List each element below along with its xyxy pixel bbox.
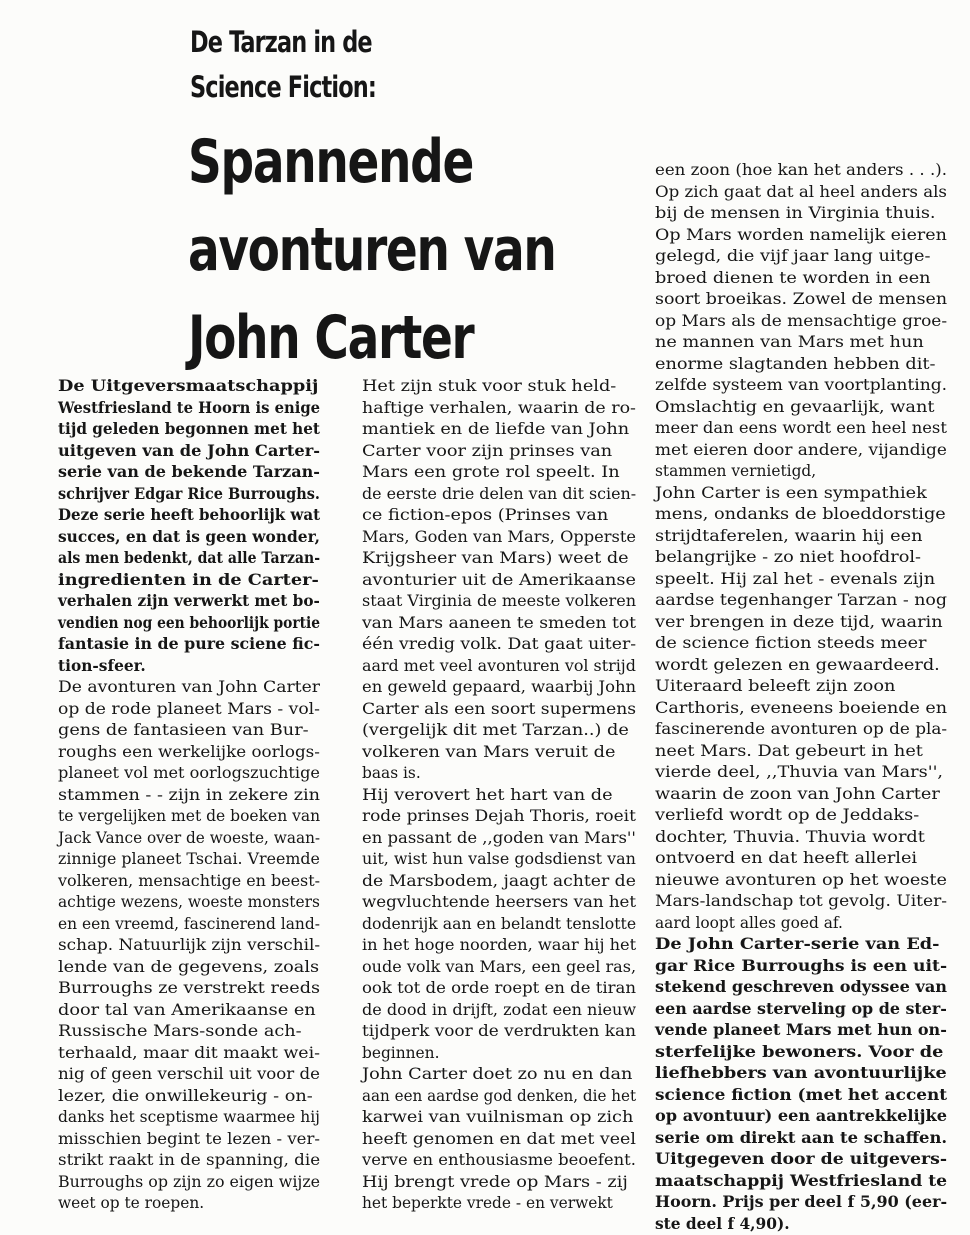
text-line <box>362 527 636 549</box>
text-line-content: gar Rice Burroughs is een uit- <box>655 956 947 978</box>
text-line <box>655 590 947 612</box>
text-line <box>58 441 320 463</box>
text-line-content: beginnen. <box>362 1043 439 1065</box>
text-line <box>58 505 320 527</box>
text-line <box>58 613 320 635</box>
text-line-content: mens, ondanks de bloeddorstige <box>655 504 946 526</box>
text-line <box>655 397 947 419</box>
text-line <box>655 504 947 526</box>
text-line <box>58 871 320 893</box>
text-line-content: stekend geschreven odyssee van <box>655 977 947 999</box>
text-line <box>655 182 947 204</box>
text-line-content: Hij verovert het hart van de <box>362 785 613 807</box>
text-line <box>362 935 636 957</box>
text-line <box>58 957 320 979</box>
text-line <box>655 461 947 483</box>
text-line-content: danks het sceptisme waarmee hij <box>58 1107 320 1129</box>
headline <box>188 118 555 382</box>
text-line <box>655 547 947 569</box>
text-line-content: Burroughs ze verstrekt reeds <box>58 978 320 1000</box>
text-line-content: rode prinses Dejah Thoris, roeit <box>362 806 636 828</box>
text-line <box>362 828 636 850</box>
text-line <box>655 203 947 225</box>
text-line-content: schrijver Edgar Rice Burroughs. <box>58 484 320 506</box>
text-line <box>655 784 947 806</box>
text-line <box>655 848 947 870</box>
text-line-content: het beperkte vrede - en verwekt <box>362 1193 613 1215</box>
text-line-content: verhalen zijn verwerkt met bo- <box>58 591 320 613</box>
text-line-content: Op zich gaat dat al heel anders als <box>655 182 947 204</box>
text-line <box>362 1021 636 1043</box>
text-line <box>655 870 947 892</box>
text-line <box>362 785 636 807</box>
text-line-content: bij de mensen in Virginia thuis. <box>655 203 936 225</box>
text-line-content: Westfriesland te Hoorn is enige <box>58 398 320 420</box>
text-line <box>362 1129 636 1151</box>
text-line-content: Deze serie heeft behoorlijk wat <box>58 505 320 527</box>
text-line-content: op Mars als de mensachtige groe- <box>655 311 947 333</box>
text-line-content: en passant de ,,goden van Mars'' <box>362 828 636 850</box>
text-line <box>362 806 636 828</box>
text-line <box>655 289 947 311</box>
article-column-1 <box>58 376 320 1215</box>
text-line-content: en een vreemd, fascinerend land- <box>58 914 320 936</box>
text-line <box>58 1064 320 1086</box>
text-line-content: Mars, Goden van Mars, Opperste <box>362 527 636 549</box>
text-line-content: serie van de bekende Tarzan- <box>58 462 320 484</box>
text-line <box>655 956 947 978</box>
text-line <box>58 527 320 549</box>
text-line-content: meer dan eens wordt een heel nest <box>655 418 947 440</box>
text-line <box>655 913 947 935</box>
text-line <box>58 1107 320 1129</box>
text-line-content: De avonturen van John Carter <box>58 677 320 699</box>
text-line-content: stammen vernietigd, <box>655 461 816 483</box>
text-line <box>58 763 320 785</box>
text-line-content: tijd geleden begonnen met het <box>58 419 320 441</box>
text-line-content: tijdperk voor de verdrukten kan <box>362 1021 636 1043</box>
text-line <box>655 1042 947 1064</box>
article-column-3 <box>655 160 947 1235</box>
text-line-content: stammen - - zijn in zekere zin <box>58 785 320 807</box>
text-line-content: van Mars aaneen te smeden tot <box>362 613 636 635</box>
text-line-content: dochter, Thuvia. Thuvia wordt <box>655 827 925 849</box>
text-line <box>58 1043 320 1065</box>
text-line <box>362 548 636 570</box>
text-line <box>58 462 320 484</box>
text-line <box>58 548 320 570</box>
text-line <box>362 1193 636 1215</box>
text-line-content: tion-sfeer. <box>58 656 146 678</box>
text-line <box>655 332 947 354</box>
text-line-content: Omslachtig en gevaarlijk, want <box>655 397 935 419</box>
text-line <box>655 1085 947 1107</box>
text-line-content: een aardse sterveling op de ster- <box>655 999 947 1021</box>
text-line-content: neet Mars. Dat gebeurt in het <box>655 741 923 763</box>
text-line-content: broed dienen te worden in een <box>655 268 931 290</box>
text-line-content: Carter voor zijn prinses van <box>362 441 612 463</box>
text-line-content: zelfde systeem van voortplanting. <box>655 375 947 397</box>
text-line <box>58 935 320 957</box>
text-line-content: speelt. Hij zal het - evenals zijn <box>655 569 935 591</box>
text-line <box>58 978 320 1000</box>
text-line <box>58 570 320 592</box>
text-line <box>655 1149 947 1171</box>
text-line <box>655 569 947 591</box>
text-line-content: maatschappij Westfriesland te <box>655 1171 947 1193</box>
text-line-content: vierde deel, ,,Thuvia van Mars'', <box>655 762 943 784</box>
text-line-content: Krijgsheer van Mars) weet de <box>362 548 629 570</box>
text-line-content: schap. Natuurlijk zijn verschil- <box>58 935 320 957</box>
text-line <box>58 656 320 678</box>
text-line <box>655 934 947 956</box>
text-line-content: Mars een grote rol speelt. In <box>362 462 620 484</box>
text-line-content: aan een aardse god denken, die het <box>362 1086 636 1108</box>
text-line-content: ook tot de orde roept en de tiran <box>362 978 636 1000</box>
text-line <box>58 1021 320 1043</box>
text-line <box>362 892 636 914</box>
text-line-content: (vergelijk dit met Tarzan..) de <box>362 720 629 742</box>
text-line <box>58 1193 320 1215</box>
text-line-content: Hij brengt vrede op Mars - zij <box>362 1172 628 1194</box>
text-line <box>655 741 947 763</box>
text-line <box>655 655 947 677</box>
text-line <box>362 613 636 635</box>
text-line <box>58 1086 320 1108</box>
text-line-content: volkeren, mensachtige en beest- <box>58 871 320 893</box>
text-line <box>58 591 320 613</box>
text-line-content: gelegd, die vijf jaar lang uitge- <box>655 246 930 268</box>
text-line <box>362 1000 636 1022</box>
text-line <box>655 805 947 827</box>
text-line-content: wordt gelezen en gewaardeerd. <box>655 655 940 677</box>
text-line-content: gens de fantasieen van Bur- <box>58 720 309 742</box>
text-line-content: avonturier uit de Amerikaanse <box>362 570 636 592</box>
text-line-content: uit, wist hun valse godsdienst van <box>362 849 636 871</box>
text-line-content: te vergelijken met de boeken van <box>58 806 320 828</box>
text-line-content: roughs een werkelijke oorlogs- <box>58 742 320 764</box>
text-line-content: dodenrijk aan en belandt tenslotte <box>362 914 636 936</box>
text-line-content: ingredienten in de Carter- <box>58 570 319 592</box>
text-line <box>362 484 636 506</box>
text-line <box>58 1000 320 1022</box>
text-line-content: wegvluchtende heersers van het <box>362 892 636 914</box>
kicker-line: De Tarzan in de <box>190 20 376 65</box>
text-line <box>655 268 947 290</box>
text-line <box>362 699 636 721</box>
text-line-content: aardse tegenhanger Tarzan - nog <box>655 590 947 612</box>
text-line-content: Carter als een soort supermens <box>362 699 636 721</box>
text-line-content: zinnige planeet Tschai. Vreemde <box>58 849 320 871</box>
text-line-content: terhaald, maar dit maakt wei- <box>58 1043 320 1065</box>
text-line-content: met eieren door andere, vijandige <box>655 440 947 462</box>
text-line <box>655 225 947 247</box>
text-line <box>362 591 636 613</box>
text-line-content: staat Virginia de meeste volkeren <box>362 591 636 613</box>
text-line-content: Mars-landschap tot gevolg. Uiter- <box>655 891 947 913</box>
text-line-content: Hoorn. Prijs per deel f 5,90 (eer- <box>655 1192 947 1214</box>
text-line <box>58 419 320 441</box>
text-line <box>362 441 636 463</box>
text-line-content: de eerste drie delen van dit scien- <box>362 484 636 506</box>
text-line <box>58 785 320 807</box>
text-line-content: Russische Mars-sonde ach- <box>58 1021 302 1043</box>
text-line <box>362 742 636 764</box>
headline-line: Spannende <box>188 118 555 206</box>
text-line-content: fascinerende avonturen op de pla- <box>655 719 947 741</box>
text-line-content: John Carter is een sympathiek <box>655 483 927 505</box>
text-line <box>655 827 947 849</box>
text-line-content: liefhebbers van avontuurlijke <box>655 1063 947 1085</box>
text-line-content: strikt raakt in de spanning, die <box>58 1150 320 1172</box>
text-line-content: baas is. <box>362 763 421 785</box>
text-line <box>655 1128 947 1150</box>
text-line <box>362 957 636 979</box>
text-line <box>58 1129 320 1151</box>
text-line-content: ste deel f 4,90). <box>655 1214 790 1235</box>
text-line-content: als men bedenkt, dat alle Tarzan- <box>58 548 320 570</box>
text-line <box>655 1214 947 1235</box>
text-line <box>58 828 320 850</box>
text-line-content: strijdtaferelen, waarin hij een <box>655 526 922 548</box>
text-line-content: verliefd wordt op de Jeddaks- <box>655 805 919 827</box>
text-line <box>58 634 320 656</box>
text-line-content: ver brengen in deze tijd, waarin <box>655 612 943 634</box>
text-line-content: en geweld gepaard, waarbij John <box>362 677 636 699</box>
text-line <box>655 375 947 397</box>
text-line <box>362 570 636 592</box>
text-line <box>655 1171 947 1193</box>
text-line <box>655 999 947 1021</box>
text-line-content: soort broeikas. Zowel de mensen <box>655 289 947 311</box>
text-line <box>362 634 636 656</box>
text-line <box>655 160 947 182</box>
text-line-content: aard met veel avonturen vol strijd <box>362 656 636 678</box>
text-line-content: lezer, die onwillekeurig - on- <box>58 1086 313 1108</box>
text-line <box>655 977 947 999</box>
text-line-content: nieuwe avonturen op het woeste <box>655 870 947 892</box>
text-line <box>362 720 636 742</box>
text-line <box>655 1106 947 1128</box>
text-line <box>362 914 636 936</box>
text-line <box>58 677 320 699</box>
text-line <box>655 719 947 741</box>
text-line <box>655 698 947 720</box>
text-line-content: in het hoge noorden, waar hij het <box>362 935 636 957</box>
text-line-content: de Marsbodem, jaagt achter de <box>362 871 636 893</box>
text-line <box>362 871 636 893</box>
text-line-content: door tal van Amerikaanse en <box>58 1000 316 1022</box>
text-line-content: succes, en dat is geen wonder, <box>58 527 320 549</box>
text-line <box>58 398 320 420</box>
text-line-content: karwei van vuilnisman op zich <box>362 1107 633 1129</box>
text-line <box>362 462 636 484</box>
text-line-content: de dood in drijft, zodat een nieuw <box>362 1000 636 1022</box>
text-line <box>58 1150 320 1172</box>
text-line <box>362 1043 636 1065</box>
text-line-content: nig of geen verschil uit voor de <box>58 1064 320 1086</box>
text-line-content: oude volk van Mars, een geel ras, <box>362 957 636 979</box>
text-line-content: verve en enthousiasme beoefent. <box>362 1150 636 1172</box>
text-line <box>362 419 636 441</box>
text-line-content: De Uitgeversmaatschappij <box>58 376 318 398</box>
text-line-content: ontvoerd en dat heeft allerlei <box>655 848 917 870</box>
text-line <box>655 483 947 505</box>
text-line <box>655 354 947 376</box>
text-line-content: Het zijn stuk voor stuk held- <box>362 376 616 398</box>
text-line <box>362 1150 636 1172</box>
kicker-line: Science Fiction: <box>190 65 376 110</box>
text-line <box>362 1107 636 1129</box>
article-column-2 <box>362 376 636 1215</box>
text-line <box>362 656 636 678</box>
text-line <box>362 849 636 871</box>
text-line <box>655 311 947 333</box>
text-line <box>58 914 320 936</box>
text-line <box>655 1020 947 1042</box>
text-line <box>58 849 320 871</box>
text-line <box>655 526 947 548</box>
text-line-content: Burroughs op zijn zo eigen wijze <box>58 1172 320 1194</box>
text-line <box>655 762 947 784</box>
text-line <box>655 246 947 268</box>
text-line <box>362 1064 636 1086</box>
text-line-content: Uiteraard beleeft zijn zoon <box>655 676 895 698</box>
text-line-content: volkeren van Mars veruit de <box>362 742 615 764</box>
text-line-content: uitgeven van de John Carter- <box>58 441 320 463</box>
text-line <box>655 440 947 462</box>
text-line-content: belangrijke - zo niet hoofdrol- <box>655 547 921 569</box>
text-line-content: op avontuur) een aantrekkelijke <box>655 1106 947 1128</box>
text-line-content: sterfelijke bewoners. Voor de <box>655 1042 943 1064</box>
text-line-content: Uitgegeven door de uitgevers- <box>655 1149 947 1171</box>
text-line-content: vende planeet Mars met hun on- <box>655 1020 947 1042</box>
text-line <box>362 398 636 420</box>
text-line <box>58 742 320 764</box>
text-line <box>655 891 947 913</box>
text-line <box>58 806 320 828</box>
text-line <box>655 1192 947 1214</box>
text-line <box>58 892 320 914</box>
text-line <box>58 720 320 742</box>
kicker <box>190 20 376 110</box>
text-line <box>655 612 947 634</box>
text-line-content: science fiction (met het accent <box>655 1085 947 1107</box>
headline-line: John Carter <box>188 294 555 382</box>
text-line-content: op de rode planeet Mars - vol- <box>58 699 320 721</box>
text-line-content: fantasie in de pure sciene fic- <box>58 634 320 656</box>
text-line-content: vendien nog een behoorlijk portie <box>58 613 320 635</box>
text-line-content: misschien begint te lezen - ver- <box>58 1129 320 1151</box>
text-line <box>362 763 636 785</box>
text-line-content: John Carter doet zo nu en dan <box>362 1064 632 1086</box>
text-line-content: planeet vol met oorlogszuchtige <box>58 763 320 785</box>
text-line <box>362 1086 636 1108</box>
text-line <box>655 633 947 655</box>
text-line-content: enorme slagtanden hebben dit- <box>655 354 936 376</box>
text-line <box>655 1063 947 1085</box>
text-line-content: weet op te roepen. <box>58 1193 204 1215</box>
text-line-content: mantiek en de liefde van John <box>362 419 629 441</box>
text-line-content: Op Mars worden namelijk eieren <box>655 225 947 247</box>
text-line-content: achtige wezens, woeste monsters <box>58 892 320 914</box>
text-line-content: serie om direkt aan te schaffen. <box>655 1128 947 1150</box>
text-line-content: lende van de gegevens, zoals <box>58 957 319 979</box>
text-line-content: een zoon (hoe kan het anders . . .). <box>655 160 947 182</box>
text-line <box>58 376 320 398</box>
text-line <box>362 978 636 1000</box>
text-line-content: haftige verhalen, waarin de ro- <box>362 398 636 420</box>
text-line <box>655 418 947 440</box>
text-line-content: heeft genomen en dat met veel <box>362 1129 636 1151</box>
text-line-content: aard loopt alles goed af. <box>655 913 843 935</box>
text-line-content: Carthoris, eveneens boeiende en <box>655 698 947 720</box>
text-line-content: Jack Vance over de woeste, waan- <box>58 828 320 850</box>
text-line-content: ne mannen van Mars met hun <box>655 332 924 354</box>
text-line <box>655 676 947 698</box>
text-line <box>58 484 320 506</box>
text-line <box>58 699 320 721</box>
text-line-content: ce fiction-epos (Prinses van <box>362 505 608 527</box>
text-line-content: waarin de zoon van John Carter <box>655 784 940 806</box>
text-line-content: één vredig volk. Dat gaat uiter- <box>362 634 636 656</box>
text-line <box>362 505 636 527</box>
headline-line: avonturen van <box>188 206 555 294</box>
text-line <box>362 376 636 398</box>
text-line <box>362 677 636 699</box>
text-line-content: De John Carter-serie van Ed- <box>655 934 940 956</box>
text-line-content: de science fiction steeds meer <box>655 633 927 655</box>
